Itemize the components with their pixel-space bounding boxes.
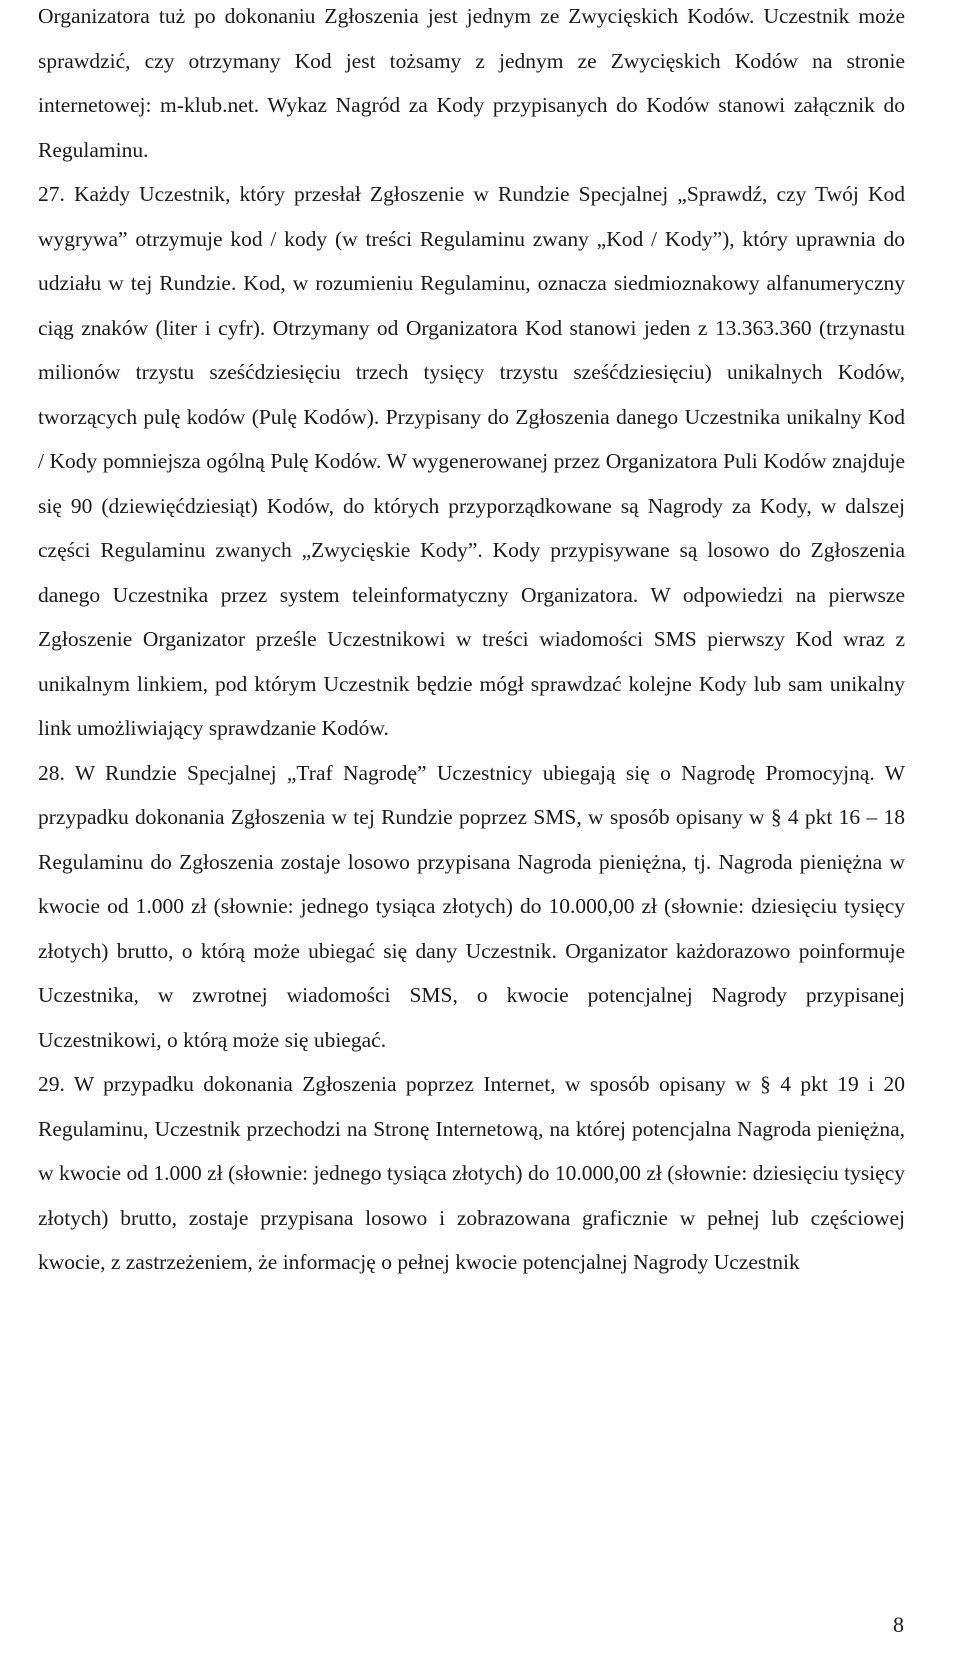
list-item-27 [38, 172, 905, 751]
item-text: Każdy Uczestnik, który przesłał Zgłoszenie w Rundzie Specjalnej „Sprawdź, czy Twój Kod wygrywa” otrzymuje kod / kody (w treści Regulaminu zwany „Kod / Kody”), który uprawnia do udziału w tej Rundzie. Kod, w rozumieniu Regulaminu, oznacza siedmioznakowy alfanumeryczny ciąg znaków (liter i cyfr). Otrzymany od Organizatora Kod stanowi jeden z 13.363.360 (trzynastu milionów trzystu sześćdziesięciu trzech tysięcy trzystu sześćdziesięciu) unikalnych Kodów, tworzących pulę kodów (Pulę Kodów). Przypisany do Zgłoszenia danego Uczestnika unikalny Kod / Kody pomniejsza ogólną Pulę Kodów. W wygenerowanej przez Organizatora Puli Kodów znajduje się 90 (dziewięćdziesiąt) Kodów, do których przyporządkowane są Nagrody za Kody, w dalszej części Regulaminu zwanych „Zwycięskie Kody”. Kody przypisywane są losowo do Zgłoszenia danego Uczestnika przez system teleinformatyczny Organizatora. W odpowiedzi na pierwsze Zgłoszenie Organizator prześle Uczestnikowi w treści wiadomości SMS pierwszy Kod wraz z unikalnym linkiem, pod którym Uczestnik będzie mógł sprawdzać kolejne Kody lub sam unikalny link umożliwiający sprawdzanie Kodów. [38, 182, 905, 740]
list-item-28 [38, 751, 905, 1063]
document-page [38, 0, 905, 1285]
item-number: 29. [38, 1072, 65, 1096]
list-item-29 [38, 1062, 905, 1285]
item-text: W Rundzie Specjalnej „Traf Nagrodę” Uczestnicy ubiegają się o Nagrodę Promocyjną. W przypadku dokonania Zgłoszenia w tej Rundzie poprzez SMS, w sposób opisany w § 4 pkt 16 – 18 Regulaminu do Zgłoszenia zostaje losowo przypisana Nagroda pieniężna, tj. Nagroda pieniężna w kwocie od 1.000 zł (słownie: jednego tysiąca złotych) do 10.000,00 zł (słownie: dziesięciu tysięcy złotych) brutto, o którą może ubiegać się dany Uczestnik. Organizator każdorazowo poinformuje Uczestnika, w zwrotnej wiadomości SMS, o kwocie potencjalnej Nagrody przypisanej Uczestnikowi, o którą może się ubiegać. [38, 760, 905, 1052]
item-number: 27. [38, 182, 65, 206]
item-number: 28. [38, 760, 65, 785]
continuation-paragraph: Organizatora tuż po dokonaniu Zgłoszenia jest jednym ze Zwycięskich Kodów. Uczestnik może sprawdzić, czy otrzymany Kod jest tożsamy z jednym ze Zwycięskich Kodów na stronie internetowej: m-klub.net. Wykaz Nagród za Kody przypisanych do Kodów stanowi załącznik do Regulaminu. [38, 4, 905, 162]
page-number: 8 [893, 1612, 904, 1637]
item-text: W przypadku dokonania Zgłoszenia poprzez Internet, w sposób opisany w § 4 pkt 19 i 20 Regulaminu, Uczestnik przechodzi na Stronę Internetową, na której potencjalna Nagroda pieniężna, w kwocie od 1.000 zł (słownie: jednego tysiąca złotych) do 10.000,00 zł (słownie: dziesięciu tysięcy złotych) brutto, zostaje przypisana losowo i zobrazowana graficznie w pełnej lub częściowej kwocie, z zastrzeżeniem, że informację o pełnej kwocie potencjalnej Nagrody Uczestnik [38, 1072, 905, 1274]
